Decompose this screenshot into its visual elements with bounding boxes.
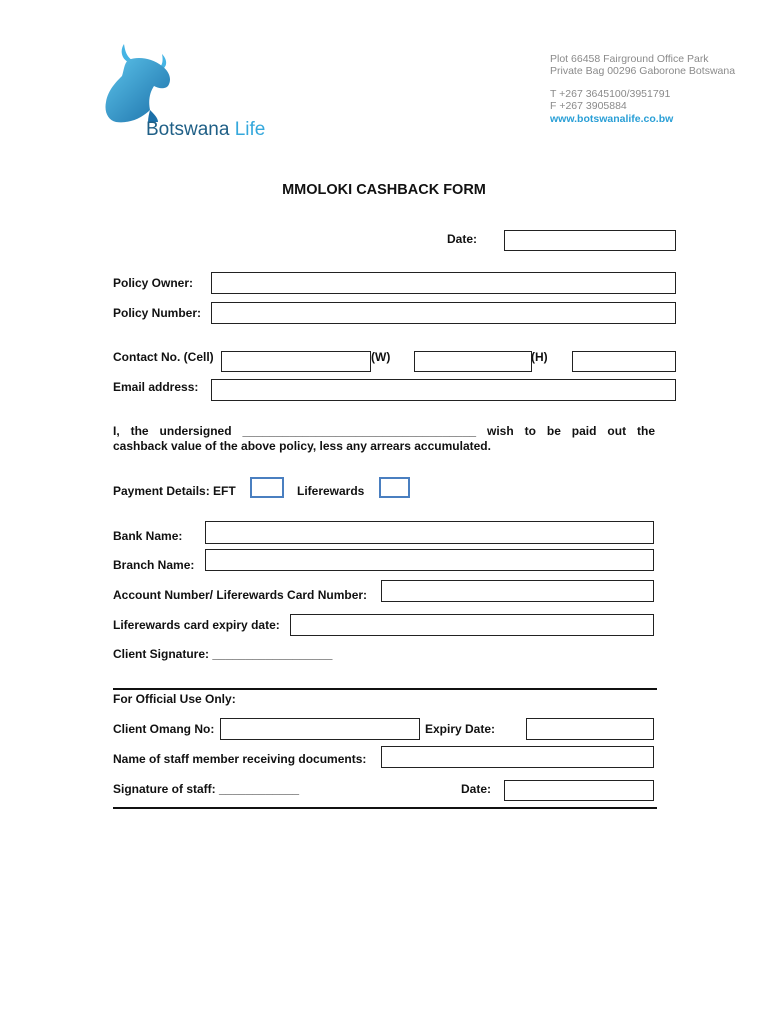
account-number-field[interactable]	[381, 580, 654, 602]
brand-word-life: Life	[234, 119, 266, 140]
declaration-text	[113, 424, 655, 454]
policy-owner-field[interactable]	[211, 272, 676, 294]
form-title: MMOLOKI CASHBACK FORM	[282, 182, 486, 198]
policy-owner-label: Policy Owner:	[113, 276, 194, 290]
staff-name-field[interactable]	[381, 746, 654, 768]
bull-head-icon	[104, 40, 176, 124]
phone-number: T +267 3645100/3951791	[550, 88, 671, 100]
bank-name-label: Bank Name:	[113, 529, 183, 543]
expiry-date-field[interactable]	[526, 718, 654, 740]
branch-name-field[interactable]	[205, 549, 654, 571]
divider-bottom	[113, 807, 657, 809]
omang-field[interactable]	[220, 718, 420, 740]
policy-number-field[interactable]	[211, 302, 676, 324]
official-use-heading: For Official Use Only:	[113, 692, 236, 706]
liferewards-checkbox[interactable]	[379, 477, 410, 498]
divider-top	[113, 688, 657, 690]
address-line-1: Plot 66458 Fairground Office Park	[550, 53, 709, 65]
official-date-field[interactable]	[504, 780, 654, 801]
staff-name-label: Name of staff member receiving documents:	[113, 752, 367, 766]
brand-word-botswana: Botswana	[146, 119, 230, 140]
contact-home-label: (H)	[531, 350, 548, 364]
address-line-2: Private Bag 00296 Gaborone Botswana	[550, 65, 736, 77]
declaration-line-1: I, the undersigned ___________________________________ wish to be paid out the	[113, 424, 655, 438]
brand-name	[146, 119, 265, 141]
eft-checkbox[interactable]	[250, 477, 284, 498]
card-expiry-label: Liferewards card expiry date:	[113, 618, 280, 632]
contact-cell-label: Contact No. (Cell)	[113, 350, 214, 364]
website-link[interactable]: www.botswanalife.co.bw	[550, 113, 674, 125]
policy-number-label: Policy Number:	[113, 306, 202, 320]
bank-name-field[interactable]	[205, 521, 654, 544]
expiry-date-label: Expiry Date:	[425, 722, 496, 736]
email-label: Email address:	[113, 380, 199, 394]
declaration-line-2: cashback value of the above policy, less any arrears accumulated.	[113, 439, 491, 453]
official-date-label: Date:	[461, 782, 492, 796]
contact-work-label: (W)	[371, 350, 391, 364]
branch-name-label: Branch Name:	[113, 558, 195, 572]
client-signature-label: Client Signature: __________________	[113, 647, 333, 661]
fax-number: F +267 3905884	[550, 100, 627, 112]
card-expiry-field[interactable]	[290, 614, 654, 636]
staff-signature-label: Signature of staff: ____________	[113, 782, 300, 796]
omang-label: Client Omang No:	[113, 722, 215, 736]
email-field[interactable]	[211, 379, 676, 401]
date-label: Date:	[447, 232, 478, 246]
payment-details-label: Payment Details: EFT	[113, 484, 236, 498]
contact-cell-field[interactable]	[221, 351, 371, 372]
contact-work-field[interactable]	[414, 351, 532, 372]
contact-home-field[interactable]	[572, 351, 676, 372]
account-number-label: Account Number/ Liferewards Card Number:	[113, 588, 368, 602]
liferewards-label: Liferewards	[297, 484, 365, 498]
date-field[interactable]	[504, 230, 676, 251]
